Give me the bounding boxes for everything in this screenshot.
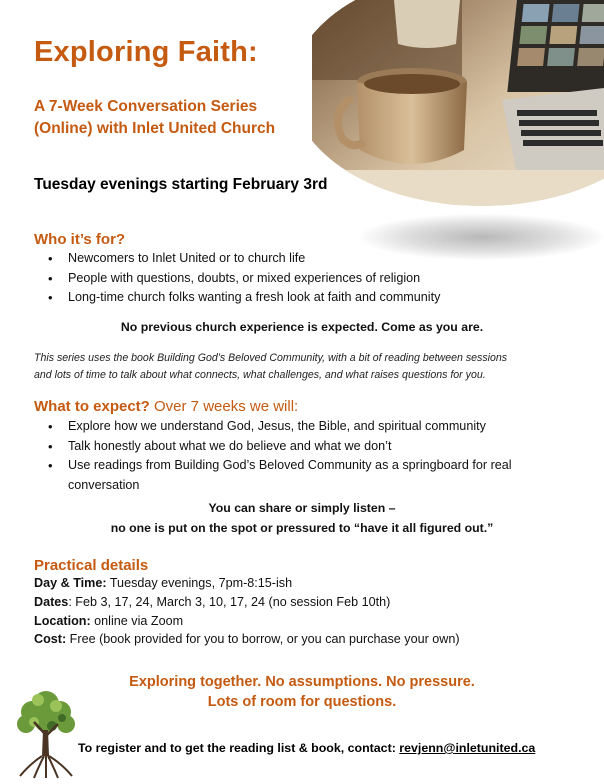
page-title: Exploring Faith: bbox=[34, 36, 258, 68]
share-line-1: You can share or simply listen – bbox=[208, 501, 396, 515]
who-item: • People with questions, doubts, or mixed experiences of religion bbox=[34, 269, 554, 289]
tagline-line-1: Exploring together. No assumptions. No pressure. bbox=[129, 674, 475, 690]
detail-dates bbox=[34, 593, 460, 612]
expect-item: • Explore how we understand God, Jesus, the Bible, and spiritual community bbox=[34, 417, 534, 437]
tagline bbox=[0, 672, 604, 712]
subtitle-line-1: A 7-Week Conversation Series bbox=[34, 98, 258, 115]
detail-label: Cost: bbox=[34, 632, 67, 647]
detail-value: : Feb 3, 17, 24, March 3, 10, 17, 24 (no session Feb 10th) bbox=[68, 594, 391, 609]
share-note bbox=[0, 498, 604, 538]
expect-heading-tail: Over 7 weeks we will: bbox=[149, 398, 299, 415]
expect-item: • Talk honestly about what we do believe and what we don’t bbox=[34, 437, 534, 457]
coffee-laptop-photo bbox=[312, 0, 604, 222]
expect-item: • Use readings from Building God’s Beloved Community as a springboard for real conversation bbox=[34, 456, 534, 495]
practical-heading: Practical details bbox=[34, 557, 149, 574]
register-email-link[interactable]: revjenn@inletunited.ca bbox=[399, 741, 536, 755]
register-line bbox=[78, 741, 535, 755]
schedule-headline: Tuesday evenings starting February 3rd bbox=[34, 176, 328, 193]
detail-location bbox=[34, 612, 460, 631]
expect-heading bbox=[34, 398, 298, 415]
practical-details bbox=[34, 574, 460, 649]
tree-logo-icon bbox=[12, 684, 80, 780]
detail-label: Day & Time: bbox=[34, 576, 107, 590]
detail-day-time bbox=[34, 574, 460, 593]
series-description-line-2: and lots of time to talk about what connects, what challenges, and what raises questions for you. bbox=[34, 369, 486, 381]
series-description-line-1: This series uses the book Building God’s Beloved Community, with a bit of reading between sessions bbox=[34, 352, 508, 364]
detail-cost bbox=[34, 630, 460, 649]
detail-label: Dates bbox=[34, 594, 69, 609]
detail-value: online via Zoom bbox=[90, 613, 184, 628]
register-text: To register and to get the reading list & book, contact: bbox=[78, 741, 400, 755]
no-experience-note: No previous church experience is expected. Come as you are. bbox=[120, 320, 484, 334]
share-line-2: no one is put on the spot or pressured to “have it all figured out.” bbox=[110, 521, 494, 535]
detail-value: Tuesday evenings, 7pm-8:15-ish bbox=[106, 576, 293, 590]
who-item: • Long-time church folks wanting a fresh look at faith and community bbox=[34, 288, 554, 308]
expect-heading-bold: What to expect? bbox=[34, 398, 150, 415]
who-item: • Newcomers to Inlet United or to church life bbox=[34, 249, 554, 269]
who-list bbox=[34, 249, 554, 308]
tagline-line-2: Lots of room for questions. bbox=[207, 694, 397, 710]
subtitle-line-2: (Online) with Inlet United Church bbox=[34, 120, 276, 137]
who-heading: Who it’s for? bbox=[34, 231, 126, 248]
series-description bbox=[34, 350, 579, 384]
detail-value: Free (book provided for you to borrow, or you can purchase your own) bbox=[66, 632, 460, 647]
expect-list bbox=[34, 417, 534, 495]
detail-label: Location: bbox=[34, 613, 91, 628]
subtitle bbox=[34, 96, 314, 140]
